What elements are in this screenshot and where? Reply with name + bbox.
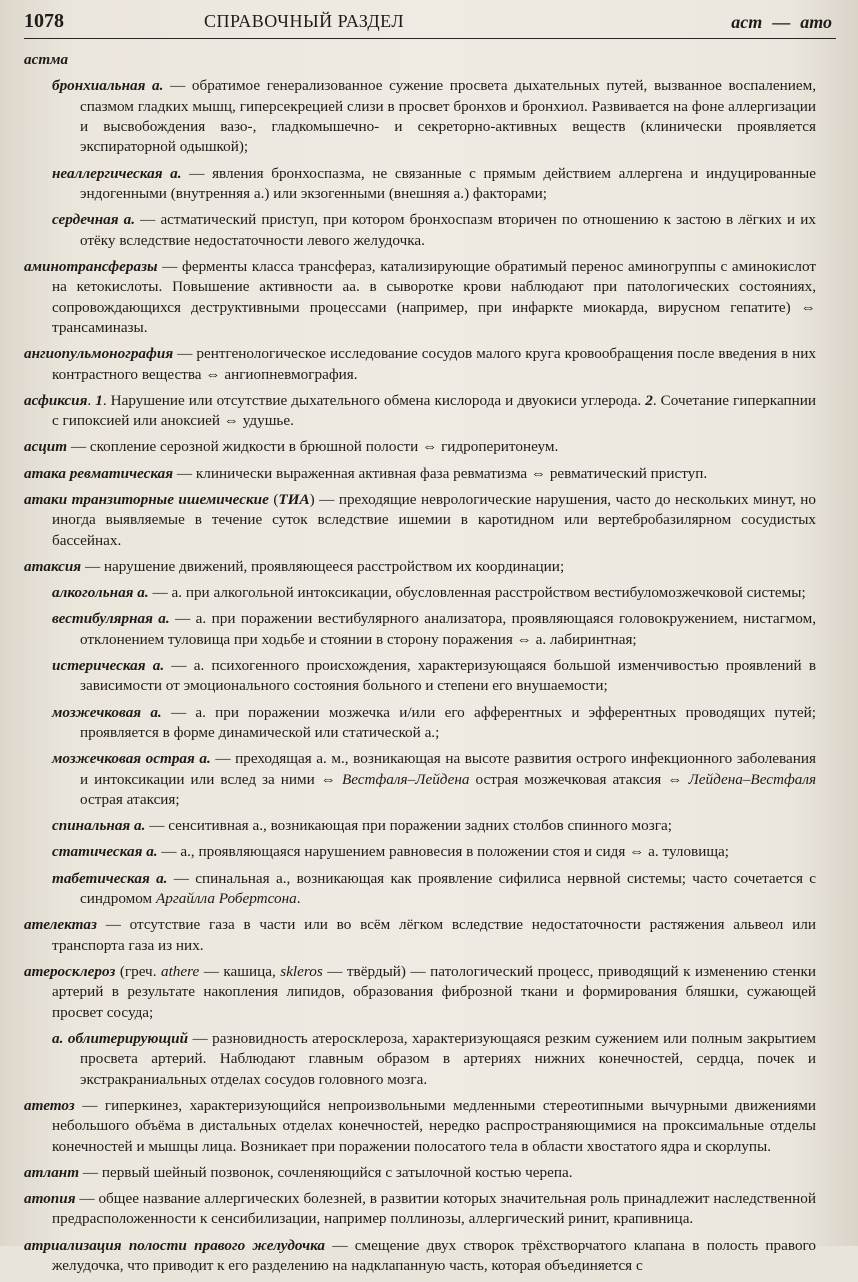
definition: — обратимое генерализованное сужение просвета дыхательных путей, вызванное воспалением, спазмом гладких мышц, гиперсекрецией слизи в просвет бронхов и бронхиол. Развивается на фоне аллергизации и высвобождения вазо-, гладкомышечно- и секреторно-активных веществ (клинически проявляется экспираторной одышкой);	[80, 77, 816, 156]
definition: — а. при поражении вестибулярного анализатора, проявляющаяся головокружением, нистагмом, отклонением туловища при ходьбе и стоянии в сторону поражения ⇔ а. лабиринтная;	[80, 610, 816, 648]
definition: — общее название аллергических болезней, в развитии которых значительная роль принадлежит наследственной предрасположенности к сенсибилизации, например поллинозы, аллергический ринит, крапивница.	[52, 1190, 816, 1228]
definition: — скопление серозной жидкости в брюшной полости ⇔ гидроперитонеум.	[67, 438, 559, 456]
subentry-ateroskleroz-obliteriruyushchiy	[52, 1029, 816, 1090]
abbr-close: )	[309, 490, 315, 508]
definition: — нарушение движений, проявляющееся расстройством их координации;	[81, 557, 565, 575]
entry-aminotransferazy	[24, 257, 816, 339]
subentry-ataksiya-mozzhechkovaya	[52, 703, 816, 744]
entry-atopiya	[24, 1189, 816, 1230]
entry-ataksiya	[24, 557, 816, 577]
eponym: Аргайлла Робертсона	[155, 889, 297, 907]
subentry-ataksiya-mozzhechkovaya-ostraya	[52, 749, 816, 810]
headword: атриализация полости правого желудочка	[24, 1236, 326, 1254]
page-header	[24, 8, 836, 39]
headword: атака ревматическая	[24, 464, 174, 482]
definition: — гиперкинез, характеризующийся непроизвольными медленными стереотипными вычурными движениями небольшого объёма в дистальных отделах конечностей, нередко распространяющимися на проксимальные отделы конечностей и мышцы лица. Возникает при поражении полосатого тела в области хвостатого ядра и скорлупы.	[52, 1096, 816, 1155]
definition: — а. при поражении мозжечка и/или его афферентных и эфферентных проводящих путей; проявляется в форме динамической или статической а.;	[80, 703, 816, 741]
headword: атопия	[24, 1190, 76, 1208]
headword: асфиксия	[24, 391, 88, 409]
subheadword: спинальная а.	[52, 817, 146, 835]
dictionary-entries	[24, 50, 816, 1282]
eponym: Вестфаля–Лейдена	[341, 770, 470, 788]
definition-continued: острая мозжечковая атаксия ⇔	[469, 770, 689, 788]
headword: ангиопульмонография	[24, 345, 174, 363]
range-end: ато	[800, 12, 832, 32]
definition: — первый шейный позвонок, сочленяющийся с затылочной костью черепа.	[79, 1163, 573, 1181]
subentry-astma-bronhialnaya	[52, 76, 816, 158]
entry-angiopulmonografiya	[24, 344, 816, 385]
headword: атаки транзиторные ишемические	[24, 490, 269, 508]
greek-word: athere	[160, 962, 200, 980]
subheadword: истерическая а.	[52, 656, 165, 674]
subheadword: вестибулярная а.	[52, 610, 170, 628]
subheadword: статическая а.	[52, 843, 158, 861]
headword: атеросклероз	[24, 962, 116, 980]
definition: — рентгенологическое исследование сосудов малого круга кровообращения после введения в них контрастного вещества ⇔ ангиопневмография.	[52, 345, 816, 383]
definition: — а. при алкогольной интоксикации, обусловленная расстройством вестибуломозжечковой системы;	[148, 584, 806, 602]
entry-atlant	[24, 1163, 816, 1183]
definition: — астматический приступ, при котором бронхоспазм вторичен по отношению к застою в лёгких и их отёку вследствие недостаточности левого желудочка.	[80, 211, 816, 249]
subentry-ataksiya-spinalnaya	[52, 816, 816, 836]
subheadword: бронхиальная а.	[52, 77, 164, 95]
headword: атетоз	[24, 1096, 75, 1114]
subheadword: мозжечковая острая а.	[52, 750, 211, 768]
definition: — твёрдый) — патологический процесс, приводящий к изменению стенки артерий в результате накопления липидов, образования фиброзной ткани и формирования бляшки, сужающей просвет сосуда;	[52, 962, 816, 1021]
subheadword: мозжечковая а.	[52, 703, 162, 721]
definition: — смещение двух створок трёхстворчатого клапана в полость правого желудочка, что приводит к его разделению на надклапанную часть, которая объединяется с	[52, 1236, 816, 1275]
definition: — преходящие неврологические нарушения, часто до нескольких минут, но иногда выявляемые в течение суток вследствие ишемии в каротидном или вертебробазилярном сосудистых бассейнах.	[52, 490, 816, 549]
definition: — спинальная а., возникающая как проявление сифилиса нервной системы; часто сочетается с синдромом	[80, 869, 816, 907]
range-start: аст	[731, 12, 763, 32]
sense-number: 1	[95, 391, 103, 409]
section-title: СПРАВОЧНЫЙ РАЗДЕЛ	[204, 11, 405, 31]
definition: . Сочетание гиперкапнии с гипоксией или аноксией ⇔ удушье.	[52, 391, 816, 430]
definition: — а., проявляющаяся нарушением равновесия в положении стоя и сидя ⇔ а. туловища;	[157, 843, 729, 861]
entry-astma	[24, 50, 816, 70]
subheadword: сердечная а.	[52, 211, 136, 229]
subheadword: а. облитерирующий	[52, 1029, 189, 1047]
entry-ascit	[24, 437, 816, 457]
abbreviation: ТИА	[278, 490, 310, 508]
abbr-open: (	[268, 490, 279, 508]
subheadword: неаллергическая а.	[52, 164, 182, 182]
definition: — сенситивная а., возникающая при поражении задних столбов спинного мозга;	[145, 817, 672, 835]
subheadword: табетическая а.	[52, 869, 168, 887]
subentry-astma-neallergicheskaya	[52, 164, 816, 205]
headword: атлант	[24, 1163, 80, 1181]
entry-atelektaz	[24, 915, 816, 956]
etymology-open: (греч.	[115, 962, 161, 980]
definition: — отсутствие газа в части или во всём лёгком вследствие недостаточности растяжения альвеол или транспорта газа из них.	[52, 916, 816, 954]
headword: асцит	[24, 438, 68, 456]
page-number: 1078	[24, 10, 64, 32]
entry-ataki-tia	[24, 490, 816, 551]
definition-tail: .	[296, 889, 301, 907]
entry-asfiksiya	[24, 391, 816, 432]
entry-range	[731, 12, 832, 33]
definition: — разновидность атеросклероза, характеризующаяся резким сужением или полным закрытием просвета артерий. Наблюдают главным образом в артериях нижних конечностей, сердца, почек и экстракраниальных отделах сосудов головного мозга.	[80, 1029, 816, 1088]
definition: — преходящая а. м., возникающая на высоте развития острого инфекционного заболевания и интоксикации или вслед за ними ⇔	[80, 750, 816, 788]
subentry-ataksiya-staticheskaya	[52, 842, 816, 862]
definition-tail: острая атаксия;	[80, 790, 180, 808]
headword: астма	[24, 51, 69, 68]
headword: атаксия	[24, 557, 82, 575]
entry-atetoz	[24, 1096, 816, 1157]
entry-ateroskleroz	[24, 962, 816, 1023]
definition: — клинически выраженная активная фаза ревматизма ⇔ ревматический приступ.	[173, 464, 708, 482]
subheadword: алкогольная а.	[52, 584, 149, 602]
subentry-ataksiya-alkogolnaya	[52, 583, 816, 603]
entry-ataka-revmaticheskaya	[24, 464, 816, 484]
subentry-ataksiya-istericheskaya	[52, 656, 816, 697]
punctuation: .	[87, 391, 92, 409]
headword: аминотрансферазы	[24, 257, 158, 275]
sense-number: 2	[645, 391, 653, 409]
definition: — а. психогенного происхождения, характеризующаяся большой изменчивостью проявлений в зависимости от эмоционального состояния больного и степени его внушаемости;	[80, 656, 816, 695]
greek-word: skleros	[280, 962, 323, 980]
definition: — ферменты класса трансфераз, катализирующие обратимый перенос аминогруппы с аминокислот на кетокислоты. Повышение активности аа. в сыворотке крови наблюдают при патологических состояниях, сопровождающихся деструктивными процессами (например, при инфаркте миокарда, вирусном гепатите) ⇔ трансаминазы.	[52, 257, 816, 337]
range-dash: —	[772, 12, 791, 32]
subentry-astma-serdechnaya	[52, 210, 816, 251]
definition: — явления бронхоспазма, не связанные с прямым действием аллергена и индуцированные эндогенными (внутренняя а.) или экзогенными (внешняя а.) факторами;	[80, 164, 816, 203]
headword: ателектаз	[24, 916, 97, 934]
definition: . Нарушение или отсутствие дыхательного обмена кислорода и двуокиси углерода.	[102, 391, 646, 409]
subentry-ataksiya-tabeticheskaya	[52, 869, 816, 910]
eponym: Лейдена–Вестфаля	[688, 770, 817, 788]
entry-atrializaciya	[24, 1236, 816, 1277]
subentry-ataksiya-vestibulyarnaya	[52, 609, 816, 650]
etymology-gloss: — кашица,	[199, 962, 281, 980]
